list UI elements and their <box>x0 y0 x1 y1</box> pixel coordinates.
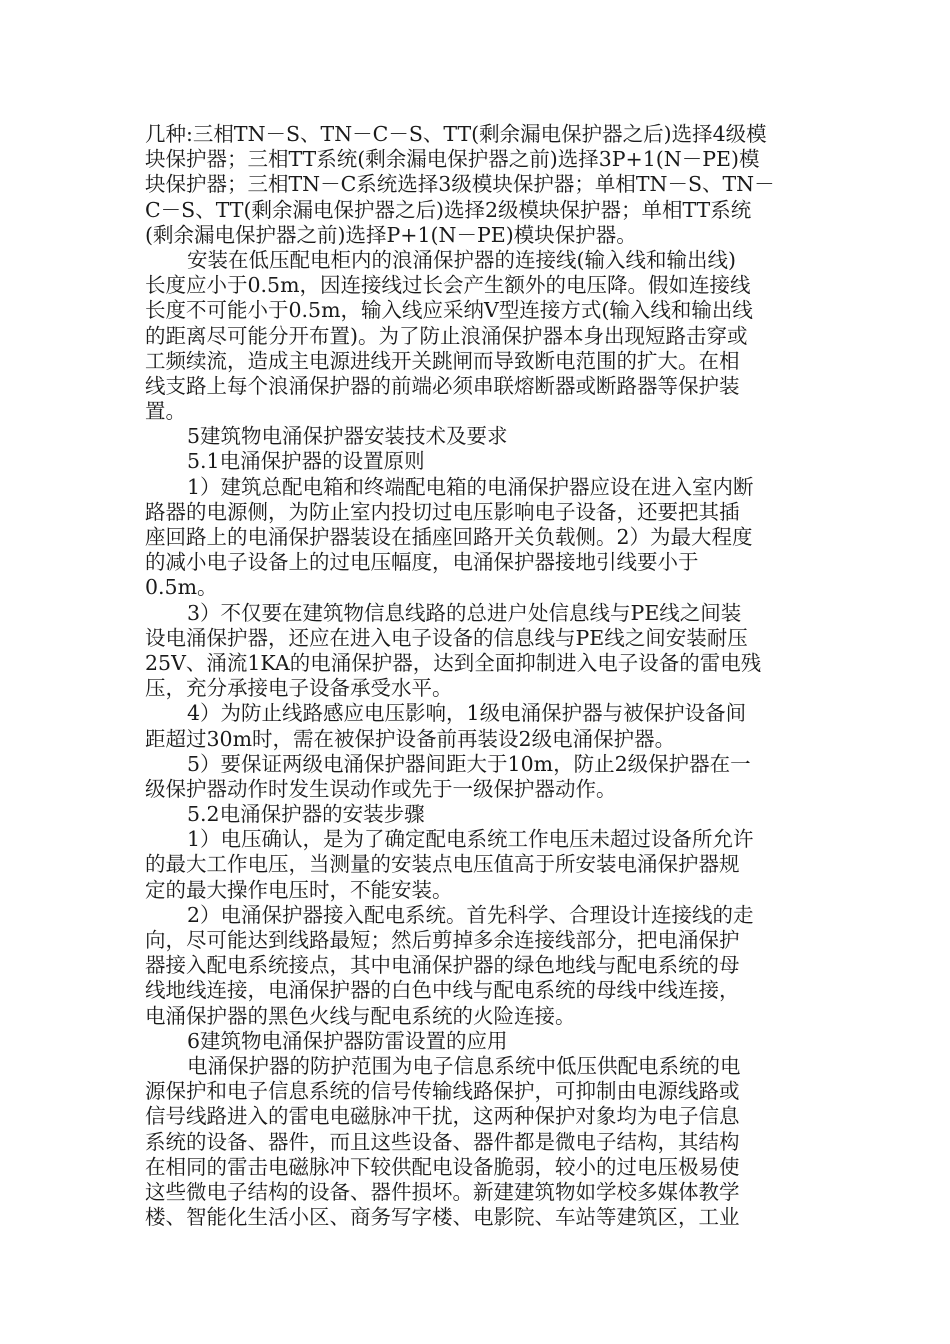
text-line: 距超过30m时，需在被保护设备前再装设2级电涌保护器。 <box>145 726 676 751</box>
text-line: 向，尽可能达到线路最短；然后剪掉多余连接线部分，把电涌保护 <box>145 928 740 952</box>
text-line: 25V、涌流1KA的电涌保护器，达到全面抑制进入电子设备的雷电残 <box>145 650 762 675</box>
text-line: 的最大工作电压，当测量的安装点电压值高于所安装电涌保护器规 <box>145 852 740 877</box>
section-heading: 5建筑物电涌保护器安装技术及要求 <box>187 424 508 449</box>
section-heading: 6建筑物电涌保护器防雷设置的应用 <box>187 1028 508 1053</box>
text-line: C－S、TT(剩余漏电保护器之后)选择2级模块保护器；单相TT系统 <box>145 197 752 222</box>
text-line: 4）为防止线路感应电压影响，1级电涌保护器与被保护设备间 <box>187 701 747 726</box>
document-body <box>145 122 805 1230</box>
text-line: 3）不仅要在建筑物信息线路的总进户处信息线与PE线之间装 <box>187 600 742 625</box>
text-line: 电涌保护器的黑色火线与配电系统的火险连接。 <box>145 1003 576 1028</box>
text-line: 楼、智能化生活小区、商务写字楼、电影院、车站等建筑区，工业 <box>145 1205 740 1230</box>
text-line: 信号线路进入的雷电电磁脉冲干扰，这两种保护对象均为电子信息 <box>145 1104 740 1129</box>
text-line: 长度不可能小于0.5m，输入线应采纳V型连接方式(输入线和输出线 <box>145 298 753 323</box>
text-line: 的减小电子设备上的过电压幅度，电涌保护器接地引线要小于 <box>145 550 699 575</box>
text-line: 置。 <box>145 399 186 424</box>
text-line: 系统的设备、器件，而且这些设备、器件都是微电子结构，其结构 <box>145 1129 740 1154</box>
text-line: 1）建筑总配电箱和终端配电箱的电涌保护器应设在进入室内断 <box>187 474 754 499</box>
text-line: 线地线连接，电涌保护器的白色中线与配电系统的母线中线连接， <box>145 978 740 1003</box>
text-line: 块保护器；三相TT系统(剩余漏电保护器之前)选择3P+1(N－PE)模 <box>145 147 760 172</box>
text-line: 电涌保护器的防护范围为电子信息系统中低压供配电系统的电 <box>187 1053 741 1078</box>
text-line: 的距离尽可能分开布置)。为了防止浪涌保护器本身出现短路击穿或 <box>145 323 748 348</box>
text-line: 2）电涌保护器接入配电系统。首先科学、合理设计连接线的走 <box>187 902 754 927</box>
subsection-heading: 5.2电涌保护器的安装步骤 <box>187 802 425 827</box>
text-line: 这些微电子结构的设备、器件损坏。新建建筑物如学校多媒体教学 <box>145 1179 740 1204</box>
text-line: 1）电压确认，是为了确定配电系统工作电压未超过设备所允许 <box>187 827 754 852</box>
subsection-heading: 5.1电涌保护器的设置原则 <box>187 449 425 474</box>
text-line: 路器的电源侧，为防止室内投切过电压影响电子设备，还要把其插 <box>145 499 740 524</box>
text-line: 源保护和电子信息系统的信号传输线路保护，可抑制由电源线路或 <box>145 1079 740 1104</box>
text-line: 级保护器动作时发生误动作或先于一级保护器动作。 <box>145 776 617 801</box>
text-line: 设电涌保护器，还应在进入电子设备的信息线与PE线之间安装耐压 <box>145 625 748 650</box>
text-line: 几种:三相TN－S、TN－C－S、TT(剩余漏电保护器之后)选择4级模 <box>145 122 767 146</box>
text-line: 块保护器；三相TN－C系统选择3级模块保护器；单相TN－S、TN－ <box>145 172 775 197</box>
text-line: 座回路上的电涌保护器装设在插座回路开关负载侧。2）为最大程度 <box>145 525 753 549</box>
text-line: 器接入配电系统接点，其中电涌保护器的绿色地线与配电系统的母 <box>145 953 740 978</box>
text-line: 长度应小于0.5m，因连接线过长会产生额外的电压降。假如连接线 <box>145 273 751 298</box>
text-line: (剩余漏电保护器之前)选择P+1(N－PE)模块保护器。 <box>145 222 637 247</box>
text-line: 压，充分承接电子设备承受水平。 <box>145 676 453 701</box>
text-line: 工频续流，造成主电源进线开关跳闸而导致断电范围的扩大。在相 <box>145 348 740 373</box>
text-line: 定的最大操作电压时，不能安装。 <box>145 877 453 902</box>
text-line: 0.5m。 <box>145 575 218 600</box>
text-line: 线支路上每个浪涌保护器的前端必须串联熔断器或断路器等保护装 <box>145 373 740 398</box>
text-line: 安装在低压配电柜内的浪涌保护器的连接线(输入线和输出线) <box>187 247 736 272</box>
text-line: 在相同的雷击电磁脉冲下较供配电设备脆弱，较小的过电压极易使 <box>145 1154 740 1179</box>
text-line: 5）要保证两级电涌保护器间距大于10m，防止2级保护器在一 <box>187 751 751 776</box>
